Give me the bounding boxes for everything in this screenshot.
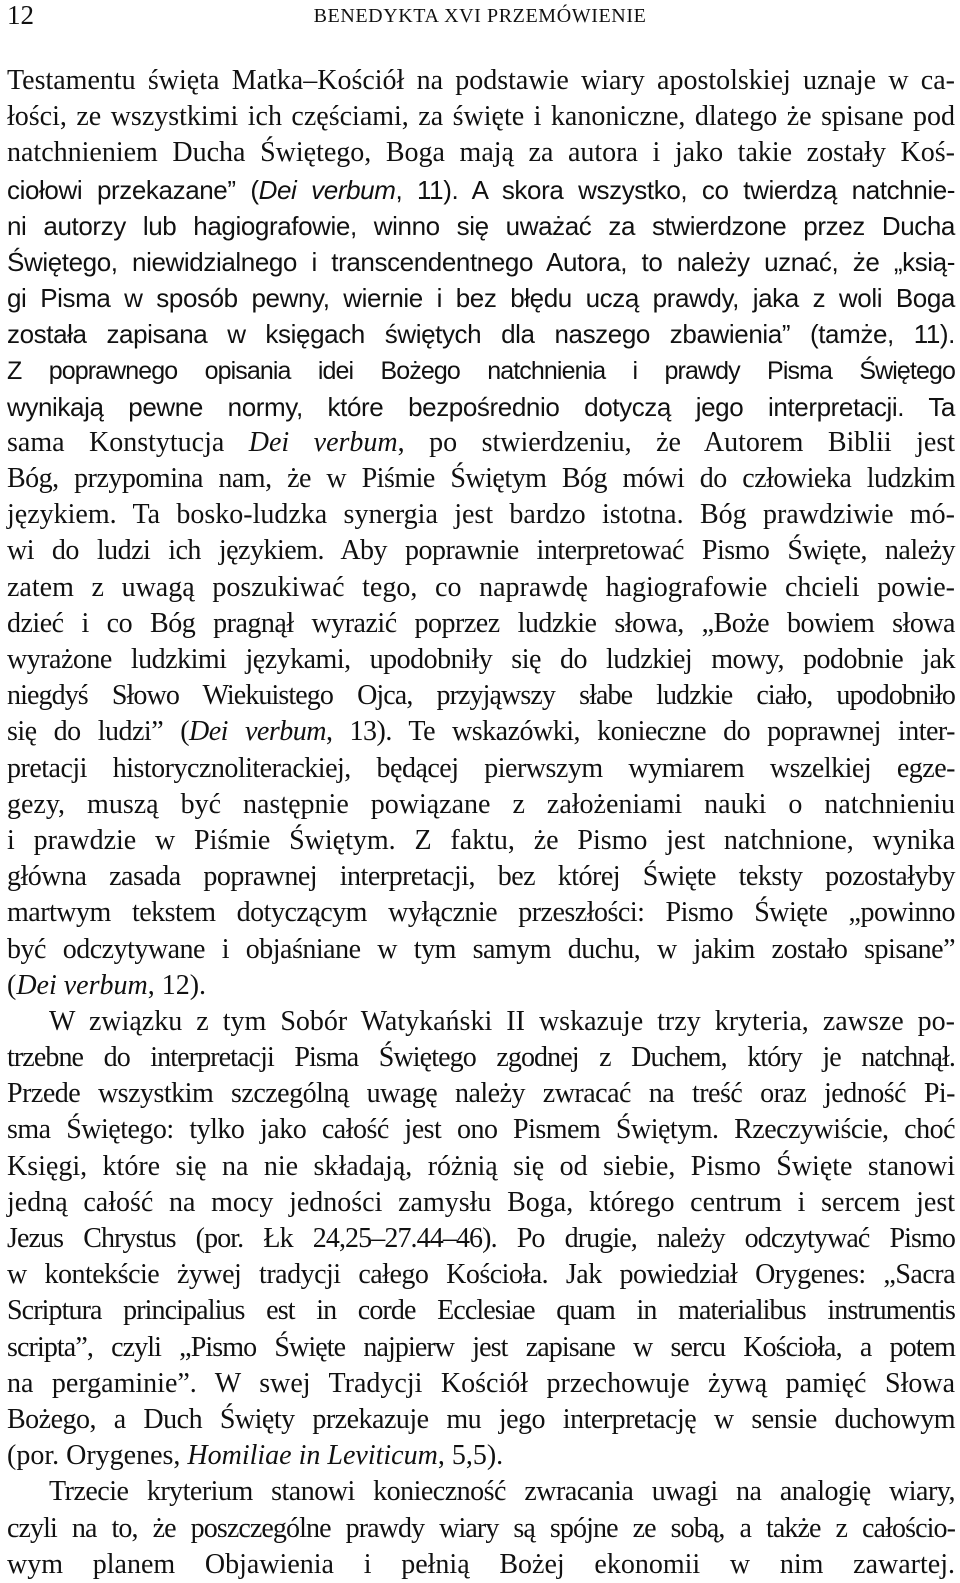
- body-line: została zapisana w księgach świętych dla naszego zbawienia” (tamże, 11).: [7, 319, 955, 350]
- body-line: Świętego, niewidzialnego i transcendentnego Autora, to należy uznać, że „ksią-: [7, 246, 955, 277]
- line-text: sama Konstytucja: [7, 426, 249, 458]
- body-line: Scriptura principalius est in corde Ecclesiae quam in materialibus instrumentis: [7, 1295, 955, 1327]
- body-line: scripta”, czyli „Pismo Święte najpierw jest zapisane w sercu Kościoła, a potem: [7, 1331, 955, 1363]
- body-line: jedną całość na mocy jedności zamysłu Boga, którego centrum i sercem jest: [7, 1186, 955, 1218]
- line-text: się do ludzi” (: [7, 716, 190, 748]
- body-line: Trzecie kryterium stanowi konieczność zwracania uwagi na analogię wiary,: [49, 1476, 955, 1508]
- body-line: [7, 172, 955, 208]
- body-line: w kontekście żywej tradycji całego Kościoła. Jak powiedział Orygenes: „Sacra: [7, 1259, 955, 1291]
- body-line: wym planem Objawienia i pełnią Bożej ekonomii w nim zawartej.: [7, 1548, 955, 1580]
- body-line: trzebne do interpretacji Pisma Świętego zgodnej z Duchem, który je natchnął.: [7, 1042, 955, 1074]
- line-text: (por. Orygenes,: [7, 1440, 188, 1472]
- body-line: językiem. Ta bosko-ludzka synergia jest bardzo istotna. Bóg prawdziwie mó-: [7, 499, 955, 531]
- body-line: zatem z uwagą poszukiwać tego, co naprawdę hagiografowie chcieli powie-: [7, 571, 955, 603]
- line-text: , 11). A skora wszystko, co twierdzą natchnie-: [395, 174, 956, 205]
- body-line: czyli na to, że poszczególne prawdy wiary są spójne ze sobą, a także z całościo-: [7, 1512, 955, 1544]
- body-line: Z poprawnego opisania idei Bożego natchnienia i prawdy Pisma Świętego: [7, 356, 955, 385]
- body-line: [7, 714, 955, 750]
- citation-title: Dei verbum: [189, 716, 326, 748]
- citation-title: Dei verbum: [16, 969, 148, 1001]
- body-line: łości, ze wszystkimi ich częściami, za święte i kanoniczne, dlatego że spisane pod: [7, 101, 955, 133]
- page-number: 12: [7, 0, 34, 30]
- body-line: niegdyś Słowo Wiekuistego Ojca, przyjąwszy słabe ludzkie ciało, upodobniło: [7, 680, 955, 712]
- body-line: Jezus Chrystus (por. Łk 24,25–27.44–46). Po drugie, należy odczytywać Pismo: [7, 1223, 955, 1254]
- body-line: gezy, muszą być następnie powiązane z założeniami nauki o natchnieniu: [7, 788, 955, 820]
- body-line: być odczytywane i objaśniane w tym samym duchu, w jakim zostało spisane”: [7, 933, 955, 965]
- body-line: Bóg, przypomina nam, że w Piśmie Świętym Bóg mówi do człowieka ludzkim: [7, 463, 955, 495]
- body-line: dzieć i co Bóg pragnął wyrazić poprzez ludzkie słowa, „Boże bowiem słowa: [7, 607, 955, 639]
- line-text: , po stwierdzeniu, że Autorem Biblii jest: [397, 426, 955, 458]
- body-line: wyrażone ludzkimi językami, upodobniły się do ludzkiej mowy, podobnie jak: [7, 644, 955, 675]
- body-line: [7, 425, 955, 461]
- body-line: wynikają pewne normy, które bezpośrednio dotyczą jego interpretacji. Ta: [7, 391, 955, 422]
- line-text: , 5,5).: [437, 1440, 504, 1472]
- body-line: natchnieniem Ducha Świętego, Boga mają za autora i jako takie zostały Koś-: [7, 137, 955, 169]
- body-line: Przede wszystkim szczególną uwagę należy zwracać na treść oraz jedność Pi-: [7, 1078, 955, 1110]
- body-line: W związku z tym Sobór Watykański II wskazuje trzy kryteria, zawsze po-: [49, 1005, 955, 1037]
- body-line: [7, 968, 955, 1004]
- citation-title: Dei verbum: [258, 174, 396, 205]
- body-line: gi Pisma w sposób pewny, wiernie i bez błędu uczą prawdy, jaka z woli Boga: [7, 283, 955, 314]
- body-text: [7, 63, 955, 1583]
- line-text: , 12).: [147, 969, 207, 1001]
- body-line: i prawdzie w Piśmie Świętym. Z faktu, że Pismo jest natchnione, wynika: [7, 824, 955, 856]
- body-line: główna zasada poprawnej interpretacji, bez której Święte teksty pozostałyby: [7, 861, 955, 893]
- body-line: pretacji historycznoliterackiej, będącej pierwszym wymiarem wszelkiej egze-: [7, 752, 955, 784]
- line-text: , 13). Te wskazówki, konieczne do poprawnej inter-: [325, 716, 955, 748]
- body-line: na pergaminie”. W swej Tradycji Kościół przechowuje żywą pamięć Słowa: [7, 1367, 955, 1399]
- body-line: [7, 1438, 955, 1474]
- body-line: sma Świętego: tylko jako całość jest ono Pismem Świętym. Rzeczywiście, choć: [7, 1114, 955, 1146]
- body-line: Księgi, które się na nie składają, różnią się od siebie, Pismo Święte stanowi: [7, 1150, 955, 1182]
- citation-title: Dei verbum: [248, 426, 398, 458]
- body-line: wi do ludzi ich językiem. Aby poprawnie interpretować Pismo Święte, należy: [7, 535, 955, 567]
- line-text: (: [7, 969, 17, 1001]
- running-head: [0, 0, 960, 34]
- running-title: BENEDYKTA XVI PRZEMÓWIENIE: [313, 5, 647, 27]
- body-line: Testamentu święta Matka–Kościół na podstawie wiary apostolskiej uznaje w ca-: [7, 65, 955, 96]
- citation-title: Homiliae in Leviticum: [187, 1440, 438, 1472]
- body-line: martwym tekstem dotyczącym wyłącznie przeszłości: Pismo Święte „powinno: [7, 897, 955, 929]
- body-line: ni autorzy lub hagiografowie, winno się uważać za stwierdzone przez Ducha: [7, 210, 955, 241]
- body-line: Bożego, a Duch Święty przekazuje mu jego interpretację w sensie duchowym: [7, 1403, 955, 1435]
- line-text: ciołowi przekazane” (: [7, 174, 259, 205]
